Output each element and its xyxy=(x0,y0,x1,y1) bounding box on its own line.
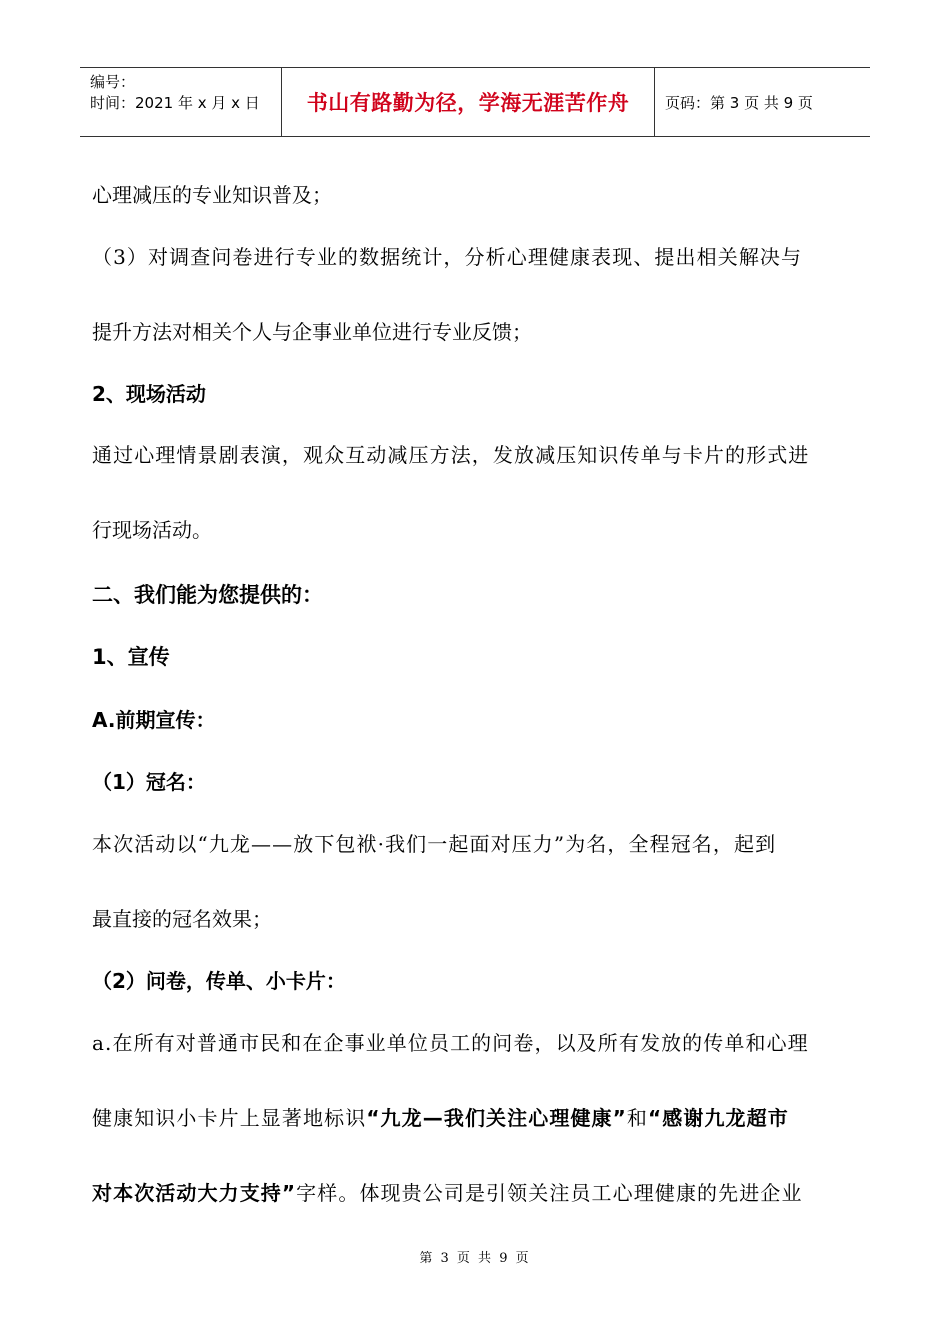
date-line: 时间：2021 年 x 月 x 日 xyxy=(90,94,260,112)
section-heading: 2、现场活动 xyxy=(92,382,206,406)
section-heading: A.前期宣传： xyxy=(92,708,216,732)
emphasis-text: 对本次活动大力支持” xyxy=(92,1181,297,1205)
paragraph-line: 通过心理情景剧表演，观众互动减压方法，发放减压知识传单与卡片的形式进 xyxy=(92,443,810,467)
text-run: 和 xyxy=(626,1106,649,1130)
paragraph-line: 本次活动以“九龙——放下包袱·我们一起面对压力”为名，全程冠名，起到 xyxy=(92,832,777,856)
emphasis-text: “九龙—我们关注心理健康” xyxy=(366,1106,627,1130)
emphasis-text: “感谢九龙超市 xyxy=(648,1106,789,1130)
paragraph-line: 心理减压的专业知识普及； xyxy=(92,183,332,207)
paragraph-line: 提升方法对相关个人与企事业单位进行专业反馈； xyxy=(92,320,532,344)
page-header xyxy=(80,67,870,137)
paragraph-line: （3）对调查问卷进行专业的数据统计，分析心理健康表现、提出相关解决与 xyxy=(92,245,803,269)
section-heading: 二、我们能为您提供的： xyxy=(92,583,323,607)
paragraph-line: 最直接的冠名效果； xyxy=(92,907,272,931)
header-motto: 书山有路勤为径，学海无涯苦作舟 xyxy=(282,68,655,136)
paragraph-line: a.在所有对普通市民和在企事业单位员工的问卷，以及所有发放的传单和心理 xyxy=(92,1031,809,1055)
paragraph-line: 行现场活动。 xyxy=(92,518,212,542)
header-page-info: 页码：第 3 页 共 9 页 xyxy=(665,93,813,112)
section-heading: （2）问卷，传单、小卡片： xyxy=(92,969,346,993)
text-run: 字样。体现贵公司是引领关注员工心理健康的先进企业 xyxy=(296,1181,803,1205)
code-label: 编号： xyxy=(90,73,136,91)
paragraph-line xyxy=(92,1181,862,1205)
text-run: 健康知识小卡片上显著地标识 xyxy=(92,1106,367,1130)
header-meta xyxy=(80,68,282,136)
paragraph-line xyxy=(92,1106,862,1130)
section-heading: （1）冠名： xyxy=(92,770,206,794)
section-heading: 1、宣传 xyxy=(92,645,170,669)
page-footer: 第 3 页 共 9 页 xyxy=(419,1251,531,1266)
